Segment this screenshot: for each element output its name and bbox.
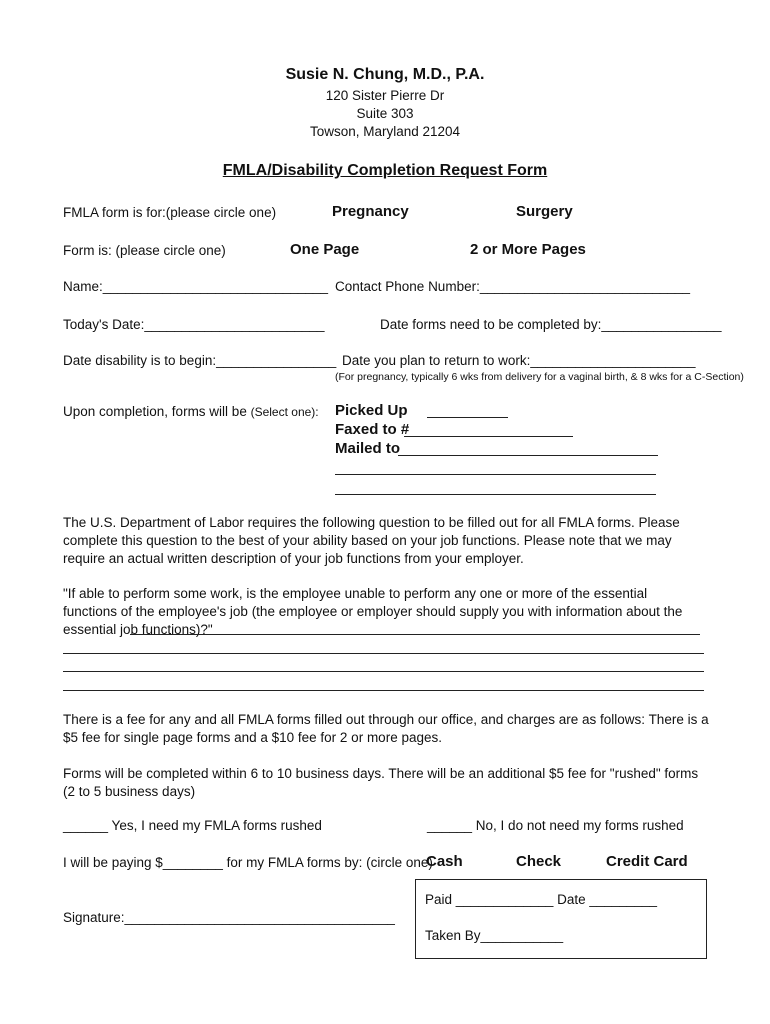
form-title: FMLA/Disability Completion Request Form: [222, 162, 548, 179]
faxed-to-option[interactable]: Faxed to #: [335, 421, 410, 438]
disability-begin-field[interactable]: Date disability is to begin:________________: [63, 353, 337, 368]
return-to-work-field[interactable]: Date you plan to return to work:______________________: [342, 353, 696, 368]
form-is-label: Form is: (please circle one): [63, 243, 226, 258]
picked-up-line[interactable]: [427, 417, 508, 418]
select-one-note: (Select one):: [250, 405, 319, 419]
answer-line-2[interactable]: [63, 653, 704, 654]
answer-line-4[interactable]: [63, 690, 704, 691]
option-two-or-more-pages[interactable]: 2 or More Pages: [470, 241, 586, 258]
address-line-3: Towson, Maryland 21204: [309, 124, 461, 139]
payment-check[interactable]: Check: [516, 853, 562, 870]
picked-up-option[interactable]: Picked Up: [335, 402, 408, 419]
option-surgery[interactable]: Surgery: [516, 203, 573, 220]
payment-credit-card[interactable]: Credit Card: [606, 853, 688, 870]
faxed-to-line[interactable]: [404, 436, 573, 437]
dol-paragraph: The U.S. Department of Labor requires the following question to be filled out for all FMLA forms. Please complete this question to the best of your ability based on your job functions. Please note that we may require an actual written description of your job functions from your employer.: [63, 515, 680, 566]
mailed-to-line-3[interactable]: [335, 494, 656, 495]
paid-date-field[interactable]: Paid _____________ Date _________: [425, 892, 657, 907]
answer-line-1[interactable]: [130, 634, 700, 635]
completion-label-row: [63, 404, 319, 419]
timing-paragraph: Forms will be completed within 6 to 10 business days. There will be an additional $5 fee for "rushed" forms (2 to 5 business days): [63, 766, 699, 799]
payment-cash[interactable]: Cash: [426, 853, 463, 870]
answer-line-3[interactable]: [63, 671, 704, 672]
contact-phone-field[interactable]: Contact Phone Number:____________________________: [335, 279, 691, 294]
todays-date-field[interactable]: Today's Date:________________________: [63, 317, 325, 332]
option-one-page[interactable]: One Page: [290, 241, 360, 258]
taken-by-field[interactable]: Taken By___________: [425, 928, 564, 943]
completion-label: Upon completion, forms will be: [63, 404, 247, 419]
payment-label[interactable]: I will be paying $________ for my FMLA forms by: (circle one): [63, 855, 433, 870]
practice-name: Susie N. Chung, M.D., P.A.: [285, 66, 485, 83]
option-pregnancy[interactable]: Pregnancy: [332, 203, 409, 220]
signature-field[interactable]: Signature:____________________________________: [63, 910, 395, 925]
date-needed-field[interactable]: Date forms need to be completed by:________________: [380, 317, 722, 332]
rush-yes-option[interactable]: ______ Yes, I need my FMLA forms rushed: [63, 818, 322, 833]
fmla-for-label: FMLA form is for:(please circle one): [63, 205, 277, 220]
mailed-to-option[interactable]: Mailed to: [335, 440, 401, 457]
pregnancy-note: (For pregnancy, typically 6 wks from delivery for a vaginal birth, & 8 wks for a C-Section): [335, 371, 744, 383]
mailed-to-line-2[interactable]: [335, 474, 656, 475]
address-line-2: Suite 303: [356, 106, 414, 121]
name-field[interactable]: Name:______________________________: [63, 279, 329, 294]
mailed-to-line-1[interactable]: [398, 455, 658, 456]
fee-paragraph: There is a fee for any and all FMLA forms filled out through our office, and charges are as follows: There is a $5 fee for single page forms and a $10 fee for 2 or more pages.: [63, 712, 709, 745]
essential-functions-question: "If able to perform some work, is the employee unable to perform any one or more of the essential functions of the employee's job (the employee or employer should supply you with information about the essential job functions)?": [63, 586, 683, 637]
office-use-box: [415, 879, 707, 959]
rush-no-option[interactable]: ______ No, I do not need my forms rushed: [427, 818, 684, 833]
address-line-1: 120 Sister Pierre Dr: [325, 88, 445, 103]
